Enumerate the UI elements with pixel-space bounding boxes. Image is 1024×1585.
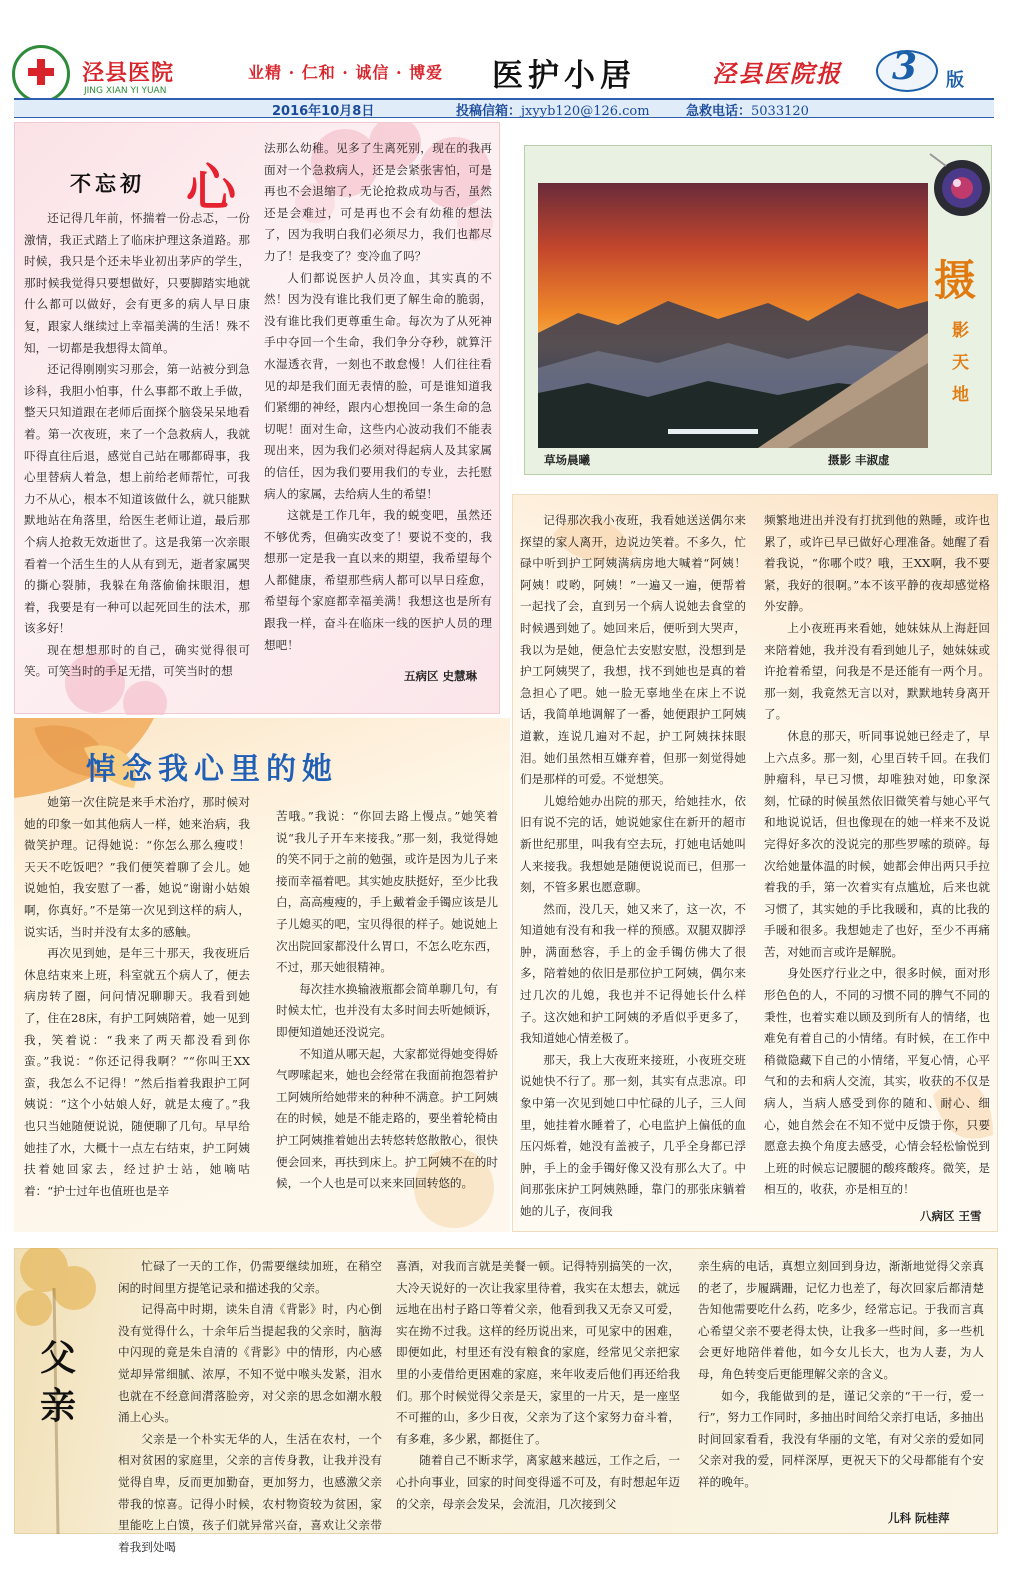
article-3-column-1: [118, 1256, 382, 1558]
paragraph: 忙碌了一天的工作，仍需要继续加班，在稍空闲的时间里方提笔记录和描述我的父亲。: [118, 1259, 382, 1295]
paragraph: 苦哦。”我说：“你回去路上慢点。”她笑着说“我儿子开车来接我。”那一刻，我觉得她的笑不同于之前的勉强，或许是因为儿子来接而幸福着吧。其实她皮肤挺好，至少比我白，高高瘦瘦的，手上戴着金手镯应该是儿子儿媳买的吧，宝贝得很的样子。她说她上次出院回家都没什么胃口，不怎么吃东西，不过，那天她很精神。: [276, 809, 498, 975]
paragraph: 然而，没几天，她又来了，这一次，不知道她有没有和我一样的预感。双腿双脚浮肿，满面愁容，手上的金手镯仿佛大了很多，陪着她的依旧是那位护工阿姨，偶尔来过几次的儿媳，我也并不记得她长什么样子。这次她和护工阿姨的矛盾似乎更多了，我知道她心情差极了。: [520, 901, 746, 1046]
photo-credit: 摄影 丰淑虚: [828, 453, 890, 467]
paragraph: 法那么幼稚。见多了生离死别，现在的我再面对一个急救病人，还是会紧张害怕，可是再也不会退缩了，无论抢救成功与否，虽然还是会难过，可是再也不会有幼稚的想法了，因为我明白我们必须尽力，我们也都尽力了！是我变了？变冷血了吗？: [264, 141, 492, 263]
photo-caption: 草场晨曦: [544, 453, 590, 467]
article-2-signature: 八病区 王雪: [920, 1209, 982, 1223]
red-cross-icon: [28, 59, 54, 85]
paragraph: 还记得刚刚实习那会，第一站被分到急诊科，我胆小怕事，什么事都不敢上手做，整天只知道跟在老师后面探个脑袋呆呆地看着。第一次夜班，来了一个急救病人，我就吓得直往后退，感觉自己站在哪都碍事，我心里替病人着急，想上前给老师帮忙，可我力不从心，根本不知道该做什么，就只能默默地站在角落里，给医生老师让道，最后那个病人抢救无效逝世了。这是我第一次亲眼看着一个活生生的人从有到无，逝者家属哭的撕心裂肺，我躲在角落偷偷抹眼泪，想着，我要是有一种可以起死回生的法术，那该多好！: [24, 362, 250, 636]
contribution-email: [456, 100, 650, 119]
paragraph: 身处医疗行业之中，很多时候，面对形形色色的人，不同的习惯不同的脾气不同的秉性，也着实难以顾及到所有人的情绪，也难免有着自己的小情绪。有时候，在工作中稍微隐藏下自己的小情绪，平复心情，心平气和的去和病人交流，其实，收获的不仅是病人，当病人感受到你的随和、耐心、细心，她自然会在不知不觉中反馈于你，只要愿意去换个角度去感受，心情会轻松愉悦到上班的时候忘记腰腿的酸疼酸疼。微笑，是相互的，收获，亦是相互的！: [764, 966, 990, 1197]
article-1-signature: 五病区 史慧琳: [404, 669, 478, 683]
paragraph: 如今，我能做到的是，谨记父亲的“干一行，爱一行”，努力工作同时，多抽出时间给父亲打电话，多抽出时间回家看看，我没有华丽的文笔，有对父亲的爱如同父亲对我的爱，同样深厚，更祝天下的父母都能有个安祥的晚年。: [698, 1388, 984, 1489]
photo-section-subtitle: 天: [952, 353, 969, 373]
contribution-label: 投稿信箱：: [456, 104, 522, 119]
paragraph: 现在想想那时的自己，确实觉得很可笑。可笑当时的手足无措，可笑当时的想: [24, 642, 250, 679]
article-1-title: 不忘初: [70, 171, 145, 196]
page-unit: 版: [946, 70, 964, 91]
paragraph: 儿媳给她办出院的那天，给她挂水，依旧有说不完的话，她说她家住在新开的超市新世纪那里，叫我有空去玩，打她电话她叫人来接我。我想她是随便说说而已，但那一刻，不管多累也愿意聊。: [520, 793, 746, 895]
paragraph: 每次挂水换输液瓶都会简单聊几句，有时候太忙，也并没有太多时间去听她倾诉，即便知道她还没说完。: [276, 981, 498, 1039]
article-3-column-2: [396, 1256, 680, 1515]
sunrise-landscape-photo: [538, 183, 928, 448]
article-1-column-1: [24, 208, 250, 683]
article-2-column-4: [764, 510, 990, 1201]
article-2-column-2: [276, 806, 498, 1195]
article-2-column-3: [520, 510, 746, 1223]
paragraph: 随着自己不断求学，离家越来越远，工作之后，一心扑向事业，回家的时间变得遥不可及，有时想起年迈的父亲，母亲会发呆，会流泪，几次接到父: [396, 1453, 680, 1511]
hospital-motto: 业精 · 仁和 · 诚信 · 博爱: [248, 63, 444, 82]
paragraph: 记得那次我小夜班，我看她送送偶尔来探望的家人离开，边说边笑着。不多久，忙碌中听到护工阿姨满病房地大喊着“阿姨！阿姨！哎哟，阿姨！”一遍又一遍，便帮着一起找了会，直到另一个病人说她去食堂的时候遇到她了。她回来后，便听到大哭声，我以为是她，便急忙去安慰安慰，没想到是护工阿姨哭了，我想，找不到她也是真的着急担心了吧。她一脸无辜地坐在床上不说话，我简单地调解了一番，她便跟护工阿姨道歉，连说几遍对不起，护工阿姨抹抹眼泪。她们虽然相互嫌弃着，但那一刻觉得她们是那样的可爱。不觉想笑。: [520, 513, 746, 787]
camera-lens-icon: [926, 148, 992, 220]
article-3-column-3: [698, 1256, 984, 1494]
paragraph: 她第一次住院是来手术治疗，那时候对她的印象一如其他病人一样，她来治病，我微笑护理。记得她说：“你怎么那么瘦哎！天天不吃饭吧？”我们便笑着聊了会儿。她说她怕，我安慰了一番，她说“谢谢小姑娘啊，你真好。”不是第一次见到这样的病人，说实话，当时并没有太多的感触。: [24, 795, 250, 939]
article-1-column-2: [264, 138, 492, 656]
article-2-column-1: [24, 792, 250, 1202]
page-number: 3: [892, 46, 918, 88]
emergency-phone-value: 5033120: [751, 104, 809, 119]
paragraph: 再次见到她，是年三十那天，我夜班后休息结束来上班，科室就五个病人了，便去病房转了圈，问问情况聊聊天。我看到她了，住在28床，有护工阿姨陪着，她一见到我，笑着说：“我来了两天都没看到你蛮。”我说：“你还记得我啊？”“你叫王XX蛮，我怎么不记得！”然后指着我跟护工阿姨说：“这个小姑娘人好，就是太瘦了。”我也只当她随便说说，随便聊了几句。早早给她挂了水，大概十一点左右结束，护工阿姨扶着她回家去，经过护士站，她嘀咕着：“护士过年也值班也是辛: [24, 946, 250, 1198]
page-theme-title: 医护小居: [492, 58, 636, 94]
sunrise-landscape-icon: [538, 183, 928, 448]
paragraph: 频繁地进出并没有打扰到他的熟睡，或许也累了，或许已早已做好心理准备。她醒了看着我说，“你哪个哎？哦，王XX啊，我不要紧，我好的很啊。”本不该平静的夜却感觉格外安静。: [764, 513, 990, 614]
paragraph: 上小夜班再来看她，她妹妹从上海赶回来陪着她，我并没有看到她儿子，她妹妹或许抢着希望，问我是不是还能有一两个月。那一刻，我竟然无言以对，默默地转身离开了。: [764, 620, 990, 722]
emergency-phone: [686, 100, 809, 119]
paragraph: 这就是工作几年，我的蜕变吧，虽然还不够优秀，但确实改变了！要说不变的，我想那一定是我一直以来的期望，我希望每个人都健康，希望那些病人都可以早日痊愈，希望每个家庭都幸福美满！我想这也是所有跟我一样，奋斗在临床一线的医护人员的理想吧！: [264, 508, 492, 652]
paragraph: 还记得几年前，怀揣着一份忐忑，一份激情，我正式踏上了临床护理这条道路。那时候，我只是个还未毕业初出茅庐的学生，那时候我觉得只要想做好，只要脚踏实地就什么都可以做好，会有更多的病人早日康复，跟家人继续过上幸福美满的生活！殊不知，一切都是我想得太简单。: [24, 211, 250, 355]
newspaper-name: 泾县医院报: [712, 59, 842, 88]
paragraph: 亲生病的电话，真想立刻回到身边，渐渐地觉得父亲真的老了，步履蹒跚，记忆力也差了，每次回家后都清楚告知他需要吃什么药，吃多少，经常忘记。于我而言真心希望父亲不要老得太快，让我多一些时间，多一些机会更好地陪伴着他，如今女儿长大，也为人妻，为人母，角色转变后更能理解父亲的含义。: [698, 1259, 984, 1381]
paragraph: 不知道从哪天起，大家都觉得她变得娇气啰嗦起来，她也会经常在我面前抱怨着护工阿姨所给她带来的种种不满意。护工阿姨在的时候，她是不能走路的，要坐着轮椅由护工阿姨推着她出去转悠转悠散散心，很快便会回来，再扶到床上。护工阿姨不在的时候，一个人也是可以来来回回转悠的。: [276, 1046, 498, 1191]
issue-date: 2016年10月8日: [272, 104, 375, 119]
article-3-signature: 儿科 阮桂萍: [888, 1511, 950, 1525]
paragraph: 记得高中时期，读朱自清《背影》时，内心倒没有觉得什么，十余年后当提起我的父亲时，脑海中闪现的竟是朱自清的《背影》中的情形，内心感觉却异常细腻、浓厚，不知不觉中喉头发紧，泪水也就在不经意间潸落脸旁，对父亲的思念如潮水般涌上心头。: [118, 1302, 382, 1425]
article-2-title: 悼念我心里的她: [86, 752, 338, 787]
article-1-title-char: 心: [186, 159, 236, 217]
hospital-name: 泾县医院: [82, 61, 175, 86]
paragraph: 休息的那天，听同事说她已经走了，早上六点多。那一刻，心里百转千回。在我们肿瘤科，早已习惯，却唯独对她，印象深刻，忙碌的时候虽然依旧微笑着与她心平气和地说说话，但也像现在的她一样来不及说完得好多次的没说完的那些罗嗦的琐碎。每次给她量体温的时候，她都会伸出两只手拉着我的手，第一次着实有点尴尬，后来也就习惯了，其实她的手比我暖和，真的比我的手暖和很多。我想她走了也好，至少不再痛苦，对她而言或许是解脱。: [764, 728, 990, 959]
photo-section-subtitle: 地: [952, 385, 969, 405]
paragraph: 喜酒，对我而言就是美餐一顿。记得特别搞笑的一次，大冷天说好的一次让我家里待着，我实在太想去，就远远地在出村子路口等着父亲，他看到我又无奈又可爱，实在拗不过我。这样的经历说出来，可见家中的困难，即便如此，村里还有没有粮食的家庭，经常见父亲把家里的小麦借给更困难的家庭，来年收麦后他们再还给我们。那个时候觉得父亲是天，家里的一片天，是一座坚不可摧的山，多少日夜，父亲为了这个家努力奋斗着，有多难，多少累，都挺住了。: [396, 1259, 680, 1446]
emergency-label: 急救电话：: [686, 104, 752, 119]
article-3-title: 父: [40, 1337, 77, 1379]
photo-section-title: 摄: [934, 256, 977, 305]
photo-section-subtitle: 影: [952, 321, 969, 341]
paragraph: 父亲是一个朴实无华的人，生活在农村，一个相对贫困的家庭里，父亲的言传身教，让我并没有觉得自卑，反而更加勤奋，更加努力，也感激父亲带我的惊喜。记得小时候，农村物资较为贫困，家里能吃上白馍，孩子们就异常兴奋，喜欢让父亲带着我到处喝: [118, 1431, 382, 1554]
hospital-pinyin: JING XIAN YI YUAN: [84, 86, 167, 96]
paragraph: 人们都说医护人员冷血，其实真的不然！因为没有谁比我们更了解生命的脆弱，没有谁比我们更尊重生命。每次为了从死神手中夺回一个生命，我们争分夺秒，就算汗水湿透衣背，一刻也不敢怠慢！人们往往看见的却是我们面无表情的脸，可是谁知道我们紧绷的神经，跟内心想挽回一条生命的急切呢！面对生命，这些内心波动我们不能表现出来，因为我们必须对得起病人及其家属的信任，因为我们要用我们的专业，去托慰病人的家属，去给病人生的希望！: [264, 270, 492, 501]
contribution-email-value[interactable]: jxyyb120@126.com: [521, 104, 650, 119]
paragraph: 那天，我上大夜班来接班，小夜班交班说她快不行了。那一刻，其实有点悲凉。印象中第一次见到她口中忙碌的儿子，三人间里，她挂着水睡着了，心电监护上偏低的血压闪烁着，她没有盖被子，几乎全身都已浮肿，手上的金手镯好像又没有那么大了。中间那张床护工阿姨熟睡，靠门的那张床躺着她的儿子，夜间我: [520, 1052, 746, 1218]
article-3-title: 亲: [40, 1385, 77, 1427]
